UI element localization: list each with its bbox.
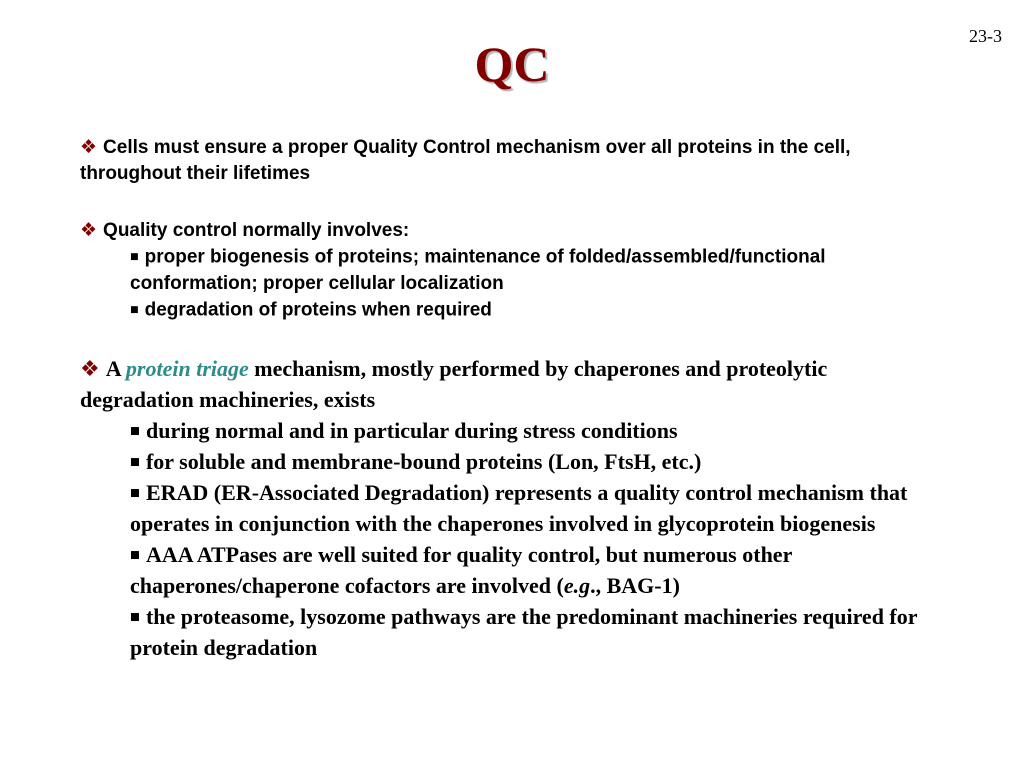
square-bullet-icon: ■ [130,249,139,265]
sub-bullet-text: degradation of proteins when required [144,299,492,321]
bullet-text: Quality control normally involves: [103,220,410,241]
sub-bullet-aaa-atpases [80,539,930,601]
sub-bullet-text-italic: e.g [563,573,591,599]
square-bullet-icon: ■ [130,421,140,441]
sub-bullet-degradation [80,297,930,324]
sub-bullet-text: the proteasome, lysozome pathways are the predominant machineries required for protein degradation [130,604,918,661]
protein-triage-term: protein triage [125,356,249,381]
square-bullet-icon: ■ [130,452,140,472]
sub-bullet-erad [80,477,930,539]
diamond-bullet-icon: ❖ [80,137,98,158]
sub-bullet-biogenesis [80,244,930,297]
sub-bullet-text: proper biogenesis of proteins; maintenance of folded/assembled/functional conformation; proper cellular localization [130,246,826,294]
bullet-protein-triage [80,353,930,663]
sub-bullet-text: for soluble and membrane-bound proteins (Lon, FtsH, etc.) [145,449,702,475]
sub-bullet-text: during normal and in particular during stress conditions [145,418,678,443]
bullet-text: Cells must ensure a proper Quality Control mechanism over all proteins in the cell, throughout their lifetimes [80,137,851,184]
sub-bullet-proteasome [80,601,930,663]
sub-bullet-text-before: AAA ATPases are well suited for quality control, but numerous other chaperones/chaperone cofactors are involved ( [130,542,792,599]
sub-bullet-soluble-membrane [80,446,930,477]
sub-bullet-text: ERAD (ER-Associated Degradation) represents a quality control mechanism that operates in conjunction with the chaperones involved in glycoprotein biogenesis [130,480,908,537]
square-bullet-icon: ■ [130,301,139,318]
bullet-quality-control-involves [80,218,930,323]
bullet-suffix: mechanism, mostly performed by chaperones and proteolytic degradation machineries, exists [80,356,828,412]
diamond-bullet-icon: ❖ [80,220,98,241]
square-bullet-icon: ■ [130,607,140,627]
sub-bullet-stress-conditions [80,415,930,446]
bullet-quality-control-mechanism [80,135,930,187]
diamond-bullet-icon: ❖ [80,356,100,381]
bullet-prefix: A [105,356,121,381]
slide-title: QC [474,36,550,92]
square-bullet-icon: ■ [130,483,140,503]
page-number: 23-3 [969,26,1002,46]
square-bullet-icon: ■ [130,545,140,565]
sub-bullet-text-after: ., BAG-1) [590,573,680,599]
